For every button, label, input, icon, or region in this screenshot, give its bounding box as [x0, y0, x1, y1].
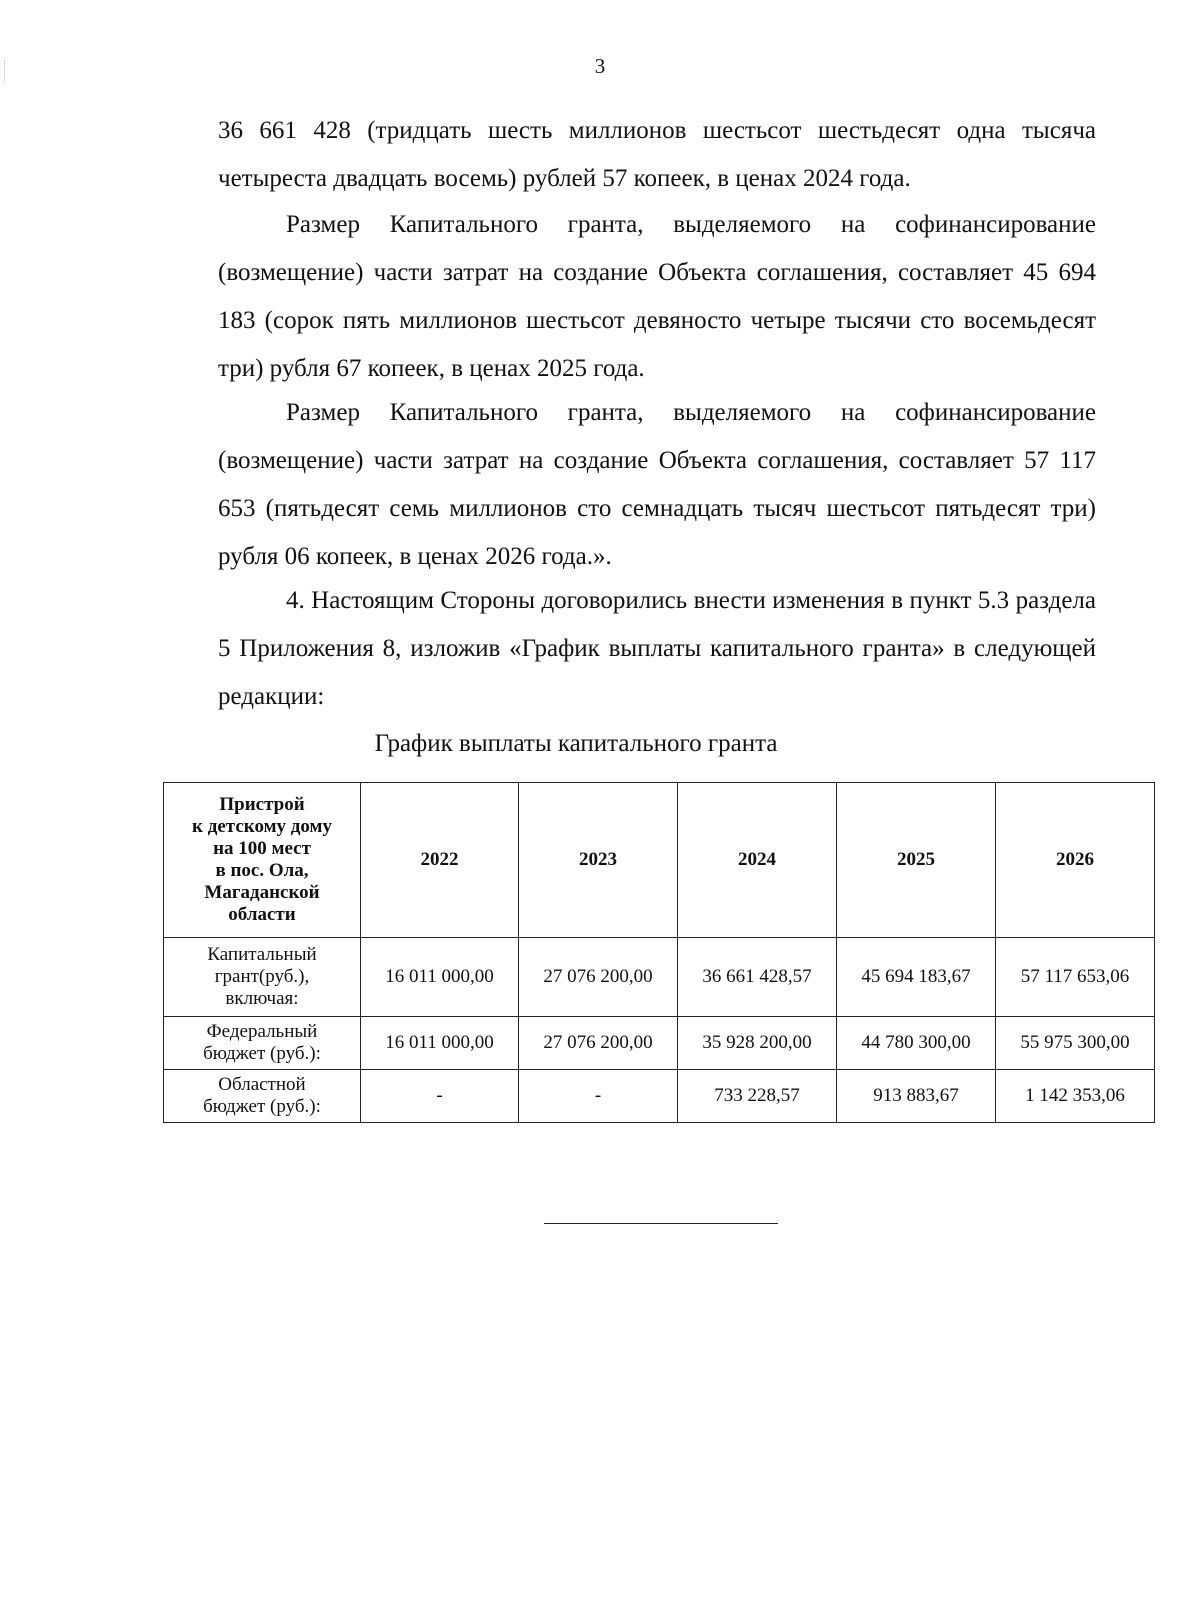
- value-cell: 44 780 300,00: [837, 1017, 996, 1070]
- grant-schedule-table: [163, 782, 1155, 1123]
- value-cell: 733 228,57: [678, 1070, 837, 1123]
- paragraph-grant-2026: Размер Капитального гранта, выделяемого на софинансирование (возмещение) части затрат на создание Объекта соглашения, составляет 57 117 653 (пятьдесят семь миллионов сто семнадцать тысяч шестьсот пятьдесят три) рубля 06 копеек, в ценах 2026 года.».: [218, 399, 1096, 570]
- closing-rule: [544, 1223, 778, 1224]
- object-header-cell: Пристрой к детскому дому на 100 мест в пос. Ола, Магаданской области: [164, 783, 361, 938]
- paragraph-grant-2025: Размер Капитального гранта, выделяемого на софинансирование (возмещение) части затрат на создание Объекта соглашения, составляет 45 694 183 (сорок пять миллионов шестьсот девяносто четыре тысячи сто восемьдесят три) рубля 67 копеек, в ценах 2025 года.: [218, 211, 1096, 382]
- value-cell: 55 975 300,00: [995, 1017, 1154, 1070]
- year-header-cell: 2023: [519, 783, 678, 938]
- row-label-regional-budget: Областной бюджет (руб.):: [164, 1070, 361, 1123]
- row-label-capital-grant: Капитальный грант(руб.), включая:: [164, 938, 361, 1017]
- paragraph-amount-2024: 36 661 428 (тридцать шесть миллионов шестьсот шестьдесят одна тысяча четыреста двадцать восемь) рублей 57 копеек, в ценах 2024 года.: [218, 117, 1096, 192]
- value-cell: 36 661 428,57: [678, 938, 837, 1017]
- value-cell: 27 076 200,00: [519, 1017, 678, 1070]
- value-cell: 913 883,67: [837, 1070, 996, 1123]
- value-cell: 27 076 200,00: [519, 938, 678, 1017]
- table-row: [164, 1017, 1155, 1070]
- table-caption-text: График выплаты капитального гранта: [374, 730, 778, 757]
- table-header-row: [164, 783, 1155, 938]
- row-label-federal-budget: Федеральный бюджет (руб.):: [164, 1017, 361, 1070]
- table-row: [164, 1070, 1155, 1123]
- paragraph-amendment-clause: 4. Настоящим Стороны договорились внести изменения в пункт 5.3 раздела 5 Приложения 8, изложив «График выплаты капитального гранта» в следующей редакции:: [218, 587, 1096, 710]
- year-header-cell: 2026: [995, 783, 1154, 938]
- table-row: [164, 938, 1155, 1017]
- table-caption: [0, 730, 1200, 758]
- year-header-cell: 2024: [678, 783, 837, 938]
- value-cell: -: [361, 1070, 519, 1123]
- page-number: 3: [594, 54, 606, 78]
- value-cell: 57 117 653,06: [995, 938, 1154, 1017]
- year-header-cell: 2025: [837, 783, 996, 938]
- value-cell: 16 011 000,00: [361, 1017, 519, 1070]
- value-cell: -: [519, 1070, 678, 1123]
- value-cell: 1 142 353,06: [995, 1070, 1154, 1123]
- year-header-cell: 2022: [361, 783, 519, 938]
- value-cell: 45 694 183,67: [837, 938, 996, 1017]
- value-cell: 16 011 000,00: [361, 938, 519, 1017]
- value-cell: 35 928 200,00: [678, 1017, 837, 1070]
